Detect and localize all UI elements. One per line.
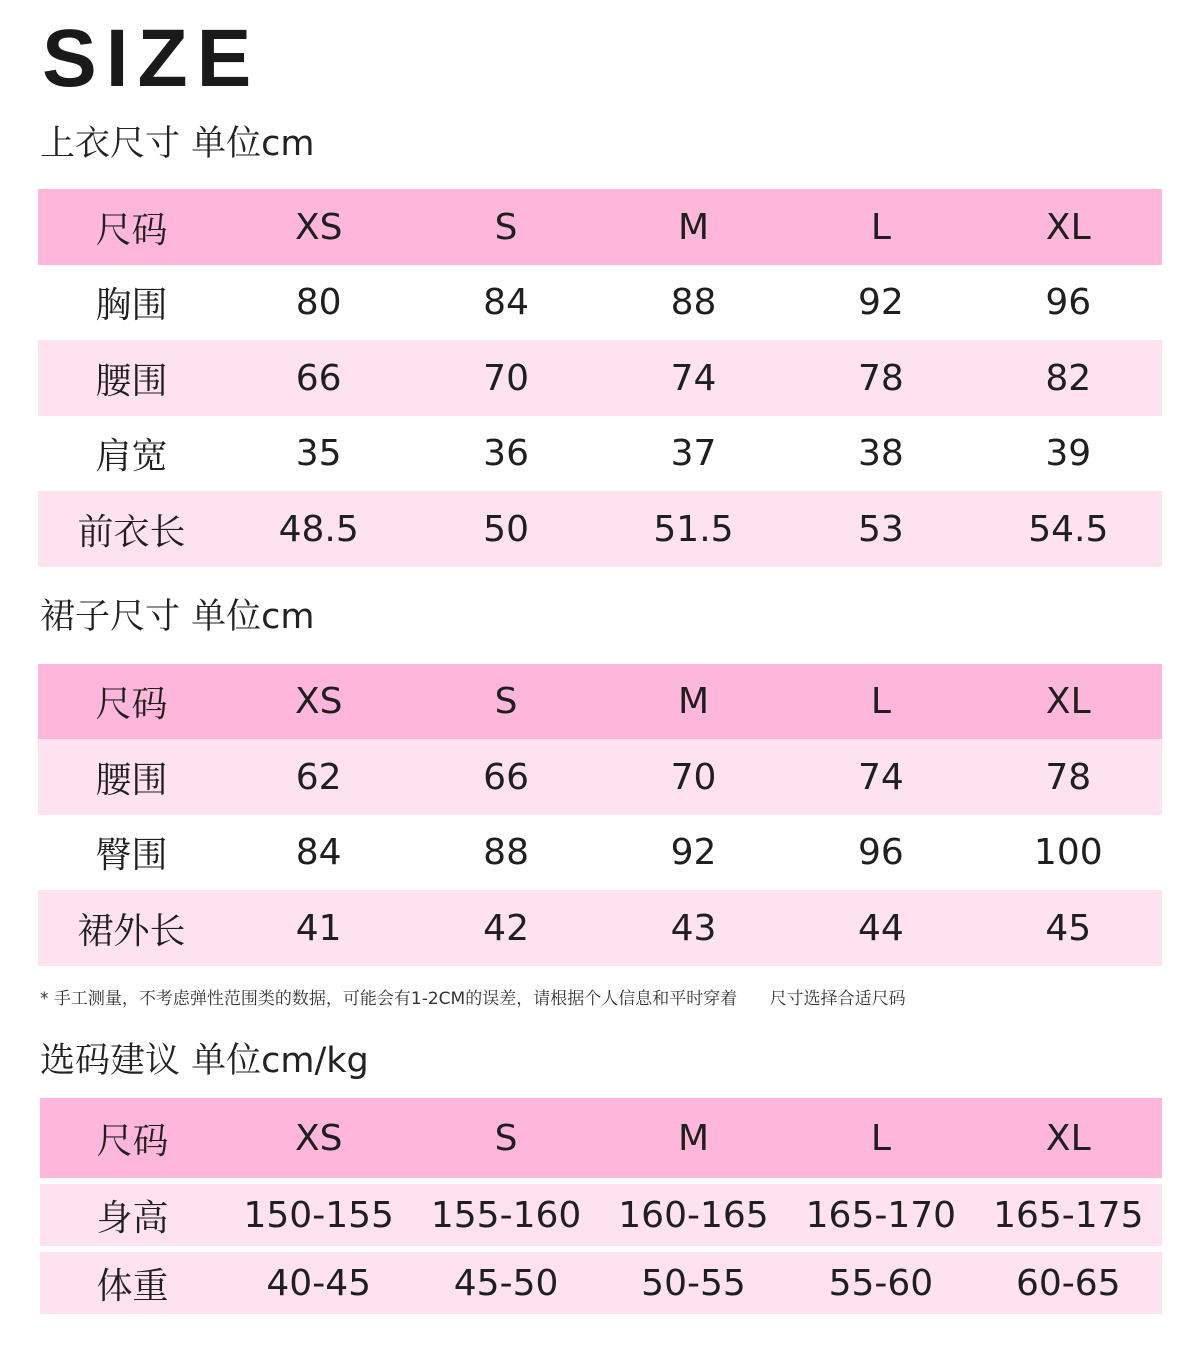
- table-cell: 100: [975, 815, 1162, 890]
- table-cell: 45-50: [412, 1252, 599, 1314]
- page-title: SIZE: [42, 13, 261, 104]
- table-cell: 40-45: [225, 1252, 412, 1314]
- table-cell: 42: [412, 890, 599, 966]
- header-cell-size: 尺码: [40, 1098, 225, 1178]
- table-cell: 150-155: [225, 1184, 412, 1246]
- header-cell-l: L: [787, 189, 974, 265]
- header-cell-s: S: [412, 189, 599, 265]
- header-cell-m: M: [600, 664, 787, 739]
- row-label-waist: 腰围: [38, 739, 225, 815]
- table-cell: 92: [600, 815, 787, 890]
- table-cell: 41: [225, 890, 412, 966]
- table-cell: 82: [975, 340, 1162, 416]
- skirt-header-row: [38, 664, 1162, 739]
- row-label-weight: 体重: [40, 1252, 225, 1314]
- table-cell: 88: [600, 265, 787, 340]
- table-row: [38, 340, 1162, 416]
- table-row: [38, 739, 1162, 815]
- table-cell: 88: [412, 815, 599, 890]
- table-cell: 35: [225, 416, 412, 491]
- row-label-skirt-length: 裙外长: [38, 890, 225, 966]
- header-cell-l: L: [787, 664, 974, 739]
- header-cell-s: S: [412, 664, 599, 739]
- table-cell: 66: [225, 340, 412, 416]
- header-cell-size: 尺码: [38, 189, 225, 265]
- table-cell: 70: [600, 739, 787, 815]
- header-cell-m: M: [600, 1098, 787, 1178]
- skirt-size-table: [38, 664, 1162, 966]
- skirt-heading: 裙子尺寸 单位cm: [40, 597, 315, 637]
- table-row: [38, 416, 1162, 491]
- table-row: [40, 1184, 1162, 1246]
- row-label-shoulder: 肩宽: [38, 416, 225, 491]
- header-cell-xs: XS: [225, 1098, 412, 1178]
- table-cell: 53: [787, 491, 974, 567]
- header-cell-xs: XS: [225, 664, 412, 739]
- table-cell: 74: [600, 340, 787, 416]
- table-cell: 84: [225, 815, 412, 890]
- table-cell: 78: [975, 739, 1162, 815]
- table-cell: 66: [412, 739, 599, 815]
- header-cell-xs: XS: [225, 189, 412, 265]
- table-cell: 38: [787, 416, 974, 491]
- header-cell-xl: XL: [975, 189, 1162, 265]
- table-cell: 55-60: [787, 1252, 974, 1314]
- recommend-size-table: [40, 1092, 1162, 1320]
- table-row: [40, 1252, 1162, 1314]
- table-cell: 78: [787, 340, 974, 416]
- header-cell-xl: XL: [975, 1098, 1162, 1178]
- table-cell: 39: [975, 416, 1162, 491]
- header-cell-xl: XL: [975, 664, 1162, 739]
- row-label-hip: 臀围: [38, 815, 225, 890]
- row-label-waist: 腰围: [38, 340, 225, 416]
- header-cell-m: M: [600, 189, 787, 265]
- table-cell: 62: [225, 739, 412, 815]
- table-row: [38, 890, 1162, 966]
- table-cell: 74: [787, 739, 974, 815]
- table-cell: 37: [600, 416, 787, 491]
- row-label-front-length: 前衣长: [38, 491, 225, 567]
- table-cell: 160-165: [600, 1184, 787, 1246]
- table-row: [38, 815, 1162, 890]
- table-cell: 96: [787, 815, 974, 890]
- header-cell-l: L: [787, 1098, 974, 1178]
- recommend-header-row: [40, 1098, 1162, 1178]
- table-cell: 50: [412, 491, 599, 567]
- table-cell: 96: [975, 265, 1162, 340]
- recommend-heading: 选码建议 单位cm/kg: [40, 1041, 369, 1081]
- table-cell: 165-175: [975, 1184, 1162, 1246]
- table-cell: 92: [787, 265, 974, 340]
- table-cell: 50-55: [600, 1252, 787, 1314]
- table-cell: 54.5: [975, 491, 1162, 567]
- table-cell: 70: [412, 340, 599, 416]
- table-cell: 155-160: [412, 1184, 599, 1246]
- table-row: [38, 491, 1162, 567]
- header-cell-size: 尺码: [38, 664, 225, 739]
- table-row: [38, 265, 1162, 340]
- header-cell-s: S: [412, 1098, 599, 1178]
- table-cell: 43: [600, 890, 787, 966]
- table-cell: 36: [412, 416, 599, 491]
- table-cell: 44: [787, 890, 974, 966]
- table-cell: 80: [225, 265, 412, 340]
- tops-header-row: [38, 189, 1162, 265]
- table-cell: 60-65: [975, 1252, 1162, 1314]
- table-cell: 165-170: [787, 1184, 974, 1246]
- table-cell: 84: [412, 265, 599, 340]
- row-label-chest: 胸围: [38, 265, 225, 340]
- row-label-height: 身高: [40, 1184, 225, 1246]
- table-cell: 45: [975, 890, 1162, 966]
- tops-size-table: [38, 189, 1162, 567]
- measurement-note: * 手工测量，不考虑弹性范围类的数据，可能会有1-2CM的误差，请根据个人信息和平时穿着 尺寸选择合适尺码: [40, 989, 906, 1009]
- table-cell: 48.5: [225, 491, 412, 567]
- table-cell: 51.5: [600, 491, 787, 567]
- tops-heading: 上衣尺寸 单位cm: [40, 124, 315, 164]
